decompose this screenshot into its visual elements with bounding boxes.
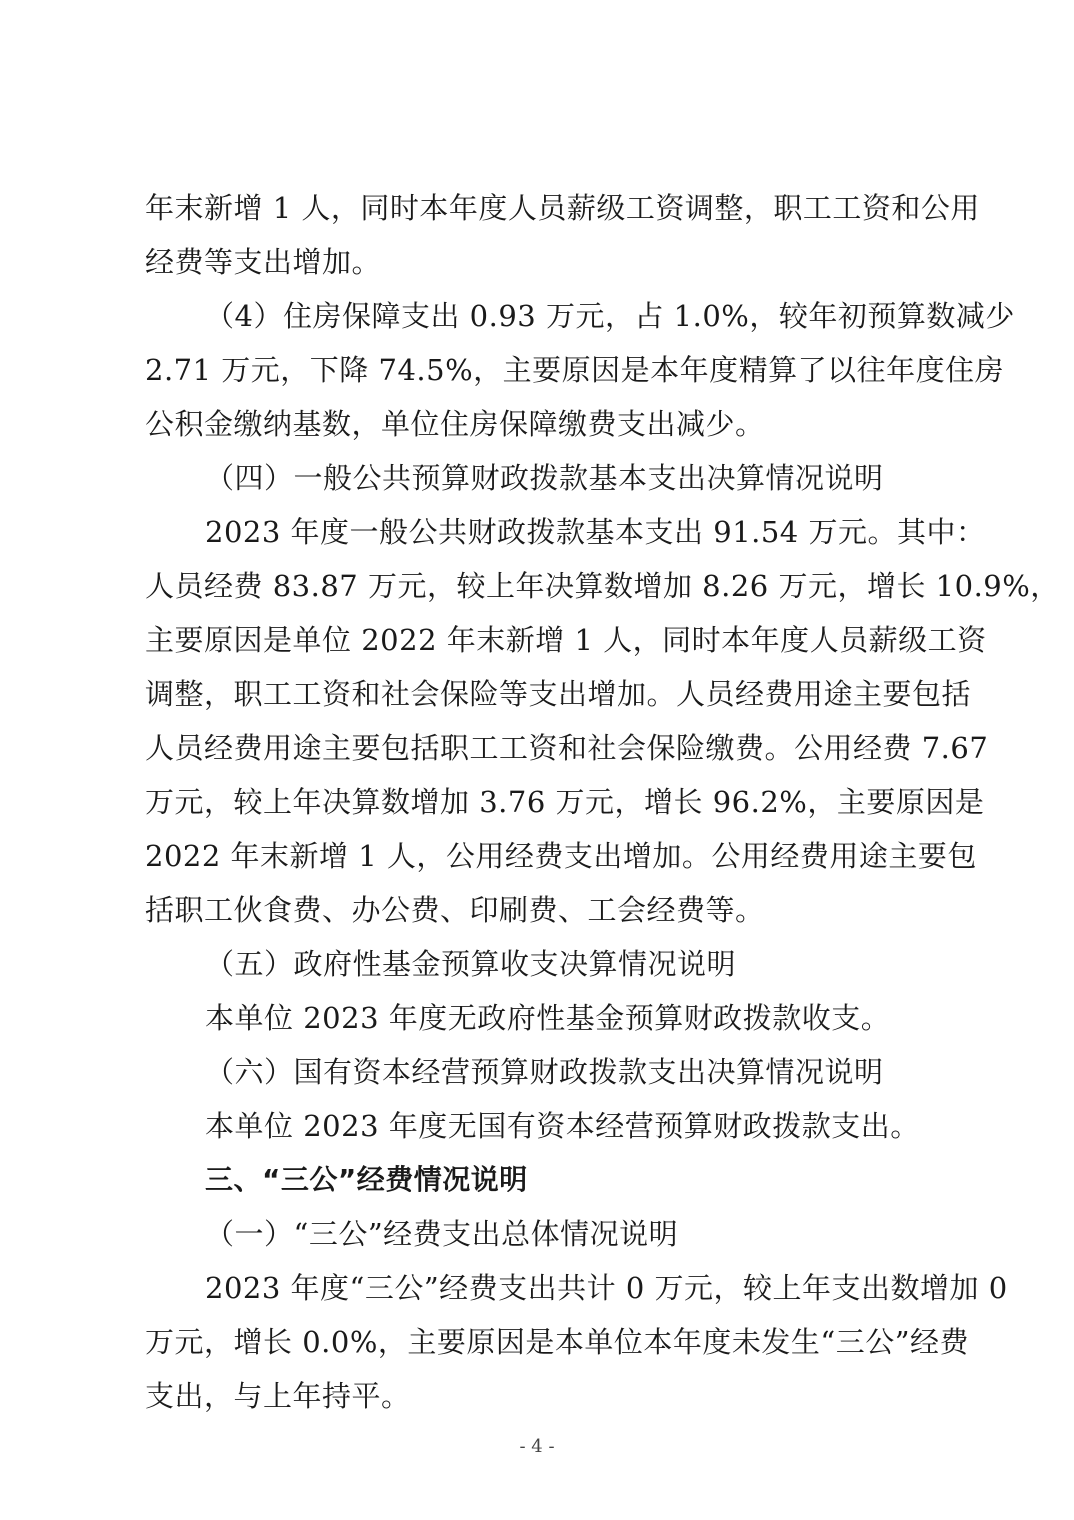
body-text-line: 经费等支出增加。 xyxy=(145,245,382,279)
body-text-line: 2023 年度一般公共财政拨款基本支出 91.54 万元。其中： xyxy=(205,515,986,549)
body-text-line: 年末新增 1 人，同时本年度人员薪级工资调整，职工工资和公用 xyxy=(145,191,980,225)
body-text-line: 本单位 2023 年度无政府性基金预算财政拨款收支。 xyxy=(205,1001,891,1035)
body-text-line: 2.71 万元，下降 74.5%，主要原因是本年度精算了以往年度住房 xyxy=(145,353,1005,387)
body-text-line: 公积金缴纳基数，单位住房保障缴费支出减少。 xyxy=(145,407,765,441)
body-text-line: 万元，较上年决算数增加 3.76 万元，增长 96.2%，主要原因是 xyxy=(145,785,985,819)
body-text-line: 2022 年末新增 1 人，公用经费支出增加。公用经费用途主要包 xyxy=(145,839,977,873)
body-text-line: 调整，职工工资和社会保险等支出增加。人员经费用途主要包括 xyxy=(145,677,972,711)
body-text-line: 万元，增长 0.0%，主要原因是本单位本年度未发生“三公”经费 xyxy=(145,1325,970,1359)
section-heading: （四）一般公共预算财政拨款基本支出决算情况说明 xyxy=(205,461,884,495)
section-heading: （六）国有资本经营预算财政拨款支出决算情况说明 xyxy=(205,1055,884,1089)
section-heading: （一）“三公”经费支出总体情况说明 xyxy=(205,1217,679,1251)
page-number: - 4 - xyxy=(519,1436,555,1457)
body-text-line: 人员经费用途主要包括职工工资和社会保险缴费。公用经费 7.67 xyxy=(145,731,989,765)
body-text-line: （4）住房保障支出 0.93 万元，占 1.0%，较年初预算数减少 xyxy=(205,299,1015,333)
section-heading: （五）政府性基金预算收支决算情况说明 xyxy=(205,947,737,981)
body-text-line: 支出，与上年持平。 xyxy=(145,1379,411,1413)
body-text-line: 本单位 2023 年度无国有资本经营预算财政拨款支出。 xyxy=(205,1109,920,1143)
body-text-line: 括职工伙食费、办公费、印刷费、工会经费等。 xyxy=(145,893,765,927)
chapter-heading: 三、“三公”经费情况说明 xyxy=(205,1163,528,1196)
body-text-line: 2023 年度“三公”经费支出共计 0 万元，较上年支出数增加 0 xyxy=(205,1271,1008,1305)
body-text-line: 人员经费 83.87 万元，较上年决算数增加 8.26 万元，增长 10.9%， xyxy=(145,569,1060,603)
body-text-line: 主要原因是单位 2022 年末新增 1 人，同时本年度人员薪级工资 xyxy=(145,623,987,657)
